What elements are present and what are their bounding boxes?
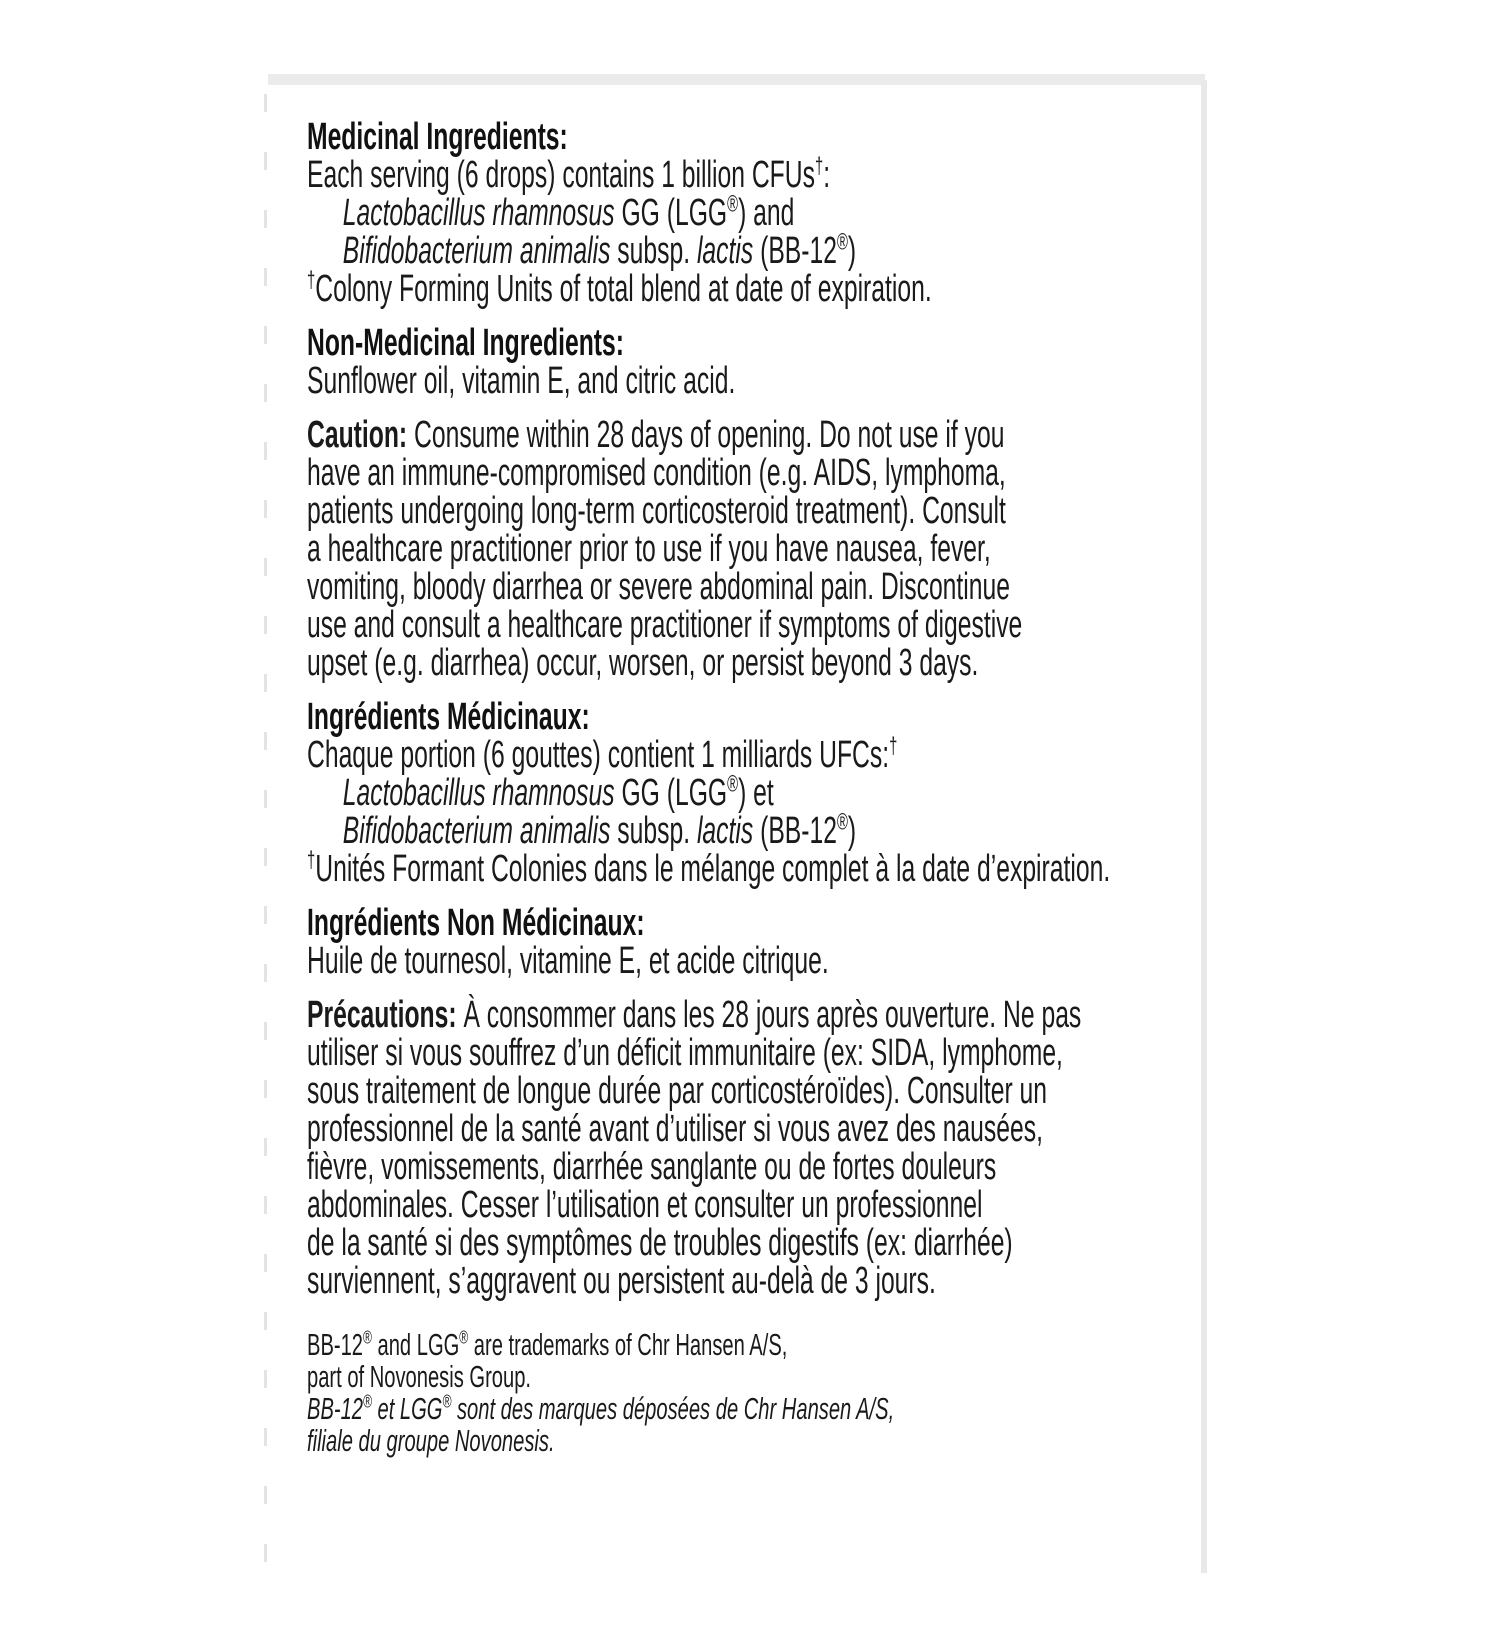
label-text-line — [307, 606, 1165, 644]
text-segment: professionnel de la santé avant d’utiliser si vous avez des nausées, — [307, 1108, 1043, 1150]
label-section-heading — [307, 904, 1165, 942]
text-segment: ) — [847, 230, 857, 272]
text-segment: abdominales. Cesser l’utilisation et consulter un professionnel — [307, 1184, 983, 1226]
text-segment: lactis — [696, 810, 754, 852]
label-top-edge-shading — [268, 74, 1205, 85]
text-segment: Lactobacillus rhamnosus — [342, 772, 615, 814]
label-text-line — [307, 1148, 1165, 1186]
label-text-line — [307, 808, 1165, 852]
label-text-line — [307, 266, 1165, 310]
text-segment: Ingrédients Non Médicinaux: — [307, 902, 645, 944]
label-text-line — [307, 732, 1165, 776]
label-text-line — [307, 1361, 1165, 1393]
superscript-symbol: ® — [836, 808, 848, 835]
text-segment: Medicinal Ingredients: — [307, 116, 568, 158]
text-segment: utiliser si vous souffrez d’un déficit immunitaire (ex: SIDA, lymphome, — [307, 1032, 1063, 1074]
text-segment: ) and — [738, 192, 795, 234]
text-segment: upset (e.g. diarrhea) occur, worsen, or persist beyond 3 days. — [307, 642, 979, 684]
label-text-line — [307, 1262, 1165, 1300]
superscript-symbol: ® — [459, 1326, 469, 1348]
text-segment: Lactobacillus rhamnosus — [342, 192, 615, 234]
label-text-line — [307, 1072, 1165, 1110]
text-segment: have an immune-compromised condition (e.g. AIDS, lymphoma, — [307, 452, 1006, 494]
label-section-heading — [307, 118, 1165, 156]
label-left-dashed-edge — [264, 94, 267, 1564]
text-segment: et LGG — [371, 1391, 443, 1426]
label-text-line — [307, 996, 1165, 1034]
label-text-line — [307, 1034, 1165, 1072]
label-text-line — [307, 228, 1165, 272]
text-segment: Each serving (6 drops) contains 1 billion CFUs — [307, 154, 815, 196]
superscript-symbol: † — [814, 152, 824, 179]
text-segment: Bifidobacterium animalis — [342, 230, 611, 272]
text-segment: Non-Medicinal Ingredients: — [307, 322, 625, 364]
text-segment: and LGG — [371, 1327, 460, 1362]
superscript-symbol: ® — [363, 1326, 372, 1348]
label-section-heading — [307, 698, 1165, 736]
label-text-line — [307, 416, 1165, 454]
superscript-symbol: ® — [363, 1390, 372, 1412]
text-segment: subsp. — [610, 810, 697, 852]
label-text-line — [307, 190, 1165, 234]
text-segment: ) et — [738, 772, 774, 814]
text-segment: Chaque portion (6 gouttes) contient 1 milliards UFCs: — [307, 734, 890, 776]
text-segment: Consume within 28 days of opening. Do not use if you — [407, 414, 1005, 456]
text-segment: sous traitement de longue durée par corticostéroïdes). Consulter un — [307, 1070, 1048, 1112]
label-text — [307, 118, 1165, 1457]
text-segment: subsp. — [610, 230, 697, 272]
text-segment: GG (LGG — [614, 192, 728, 234]
label-text-line — [307, 644, 1165, 682]
text-segment: (BB-12 — [753, 230, 837, 272]
label-right-edge-line — [1201, 80, 1207, 1573]
text-segment: ) — [847, 810, 857, 852]
text-segment: Ingrédients Médicinaux: — [307, 696, 590, 738]
text-segment: Caution: — [307, 414, 408, 456]
label-section-heading — [307, 324, 1165, 362]
label-text-line — [307, 1390, 1165, 1426]
label-text-line — [307, 492, 1165, 530]
superscript-symbol: ® — [727, 190, 739, 217]
text-segment: lactis — [696, 230, 754, 272]
text-segment: Bifidobacterium animalis — [342, 810, 611, 852]
label-text-line — [307, 152, 1165, 196]
label-text-line — [307, 942, 1165, 980]
superscript-symbol: † — [889, 732, 898, 759]
text-segment: surviennent, s’aggravent ou persistent au-delà de 3 jours. — [307, 1260, 936, 1302]
text-segment: Huile de tournesol, vitamine E, et acide citrique. — [307, 940, 829, 982]
text-segment: filiale du groupe Novonesis. — [307, 1423, 555, 1458]
superscript-symbol: † — [307, 266, 316, 293]
text-segment: a healthcare practitioner prior to use if you have nausea, fever, — [307, 528, 991, 570]
text-segment: Précautions: — [307, 994, 457, 1036]
label-text-line — [307, 1186, 1165, 1224]
text-segment: de la santé si des symptômes de troubles digestifs (ex: diarrhée) — [307, 1222, 1013, 1264]
text-segment: sont des marques déposées de Chr Hansen A/S, — [451, 1391, 895, 1426]
label-text-line — [307, 530, 1165, 568]
text-segment: BB-12 — [307, 1327, 364, 1362]
label-text-line — [307, 1110, 1165, 1148]
text-segment: À consommer dans les 28 jours après ouverture. Ne pas — [456, 994, 1082, 1036]
superscript-symbol: ® — [836, 228, 848, 255]
text-segment: (BB-12 — [753, 810, 837, 852]
text-segment: GG (LGG — [614, 772, 728, 814]
label-text-line — [307, 846, 1165, 890]
label-text-line — [307, 568, 1165, 606]
text-segment: : — [823, 154, 831, 196]
text-segment: Sunflower oil, vitamin E, and citric acid. — [307, 360, 736, 402]
text-segment: fièvre, vomissements, diarrhée sanglante ou de fortes douleurs — [307, 1146, 997, 1188]
text-segment: patients undergoing long-term corticosteroid treatment). Consult — [307, 490, 1006, 532]
text-segment: use and consult a healthcare practitioner if symptoms of digestive — [307, 604, 1023, 646]
text-segment: vomiting, bloody diarrhea or severe abdominal pain. Discontinue — [307, 566, 1010, 608]
label-text-line — [307, 362, 1165, 400]
superscript-symbol: ® — [727, 770, 739, 797]
label-text-line — [307, 454, 1165, 492]
label-text-line — [307, 770, 1165, 814]
text-segment: Colony Forming Units of total blend at date of expiration. — [315, 268, 932, 310]
label-text-line — [307, 1224, 1165, 1262]
label-text-line — [307, 1326, 1165, 1362]
text-segment: BB-12 — [307, 1391, 364, 1426]
text-segment: are trademarks of Chr Hansen A/S, — [468, 1327, 788, 1362]
superscript-symbol: † — [307, 846, 316, 873]
product-label — [268, 74, 1207, 1573]
superscript-symbol: ® — [442, 1390, 452, 1412]
label-text-line — [307, 1425, 1165, 1457]
text-segment: Unités Formant Colonies dans le mélange complet à la date d’expiration. — [315, 848, 1111, 890]
text-segment: part of Novonesis Group. — [307, 1359, 532, 1394]
